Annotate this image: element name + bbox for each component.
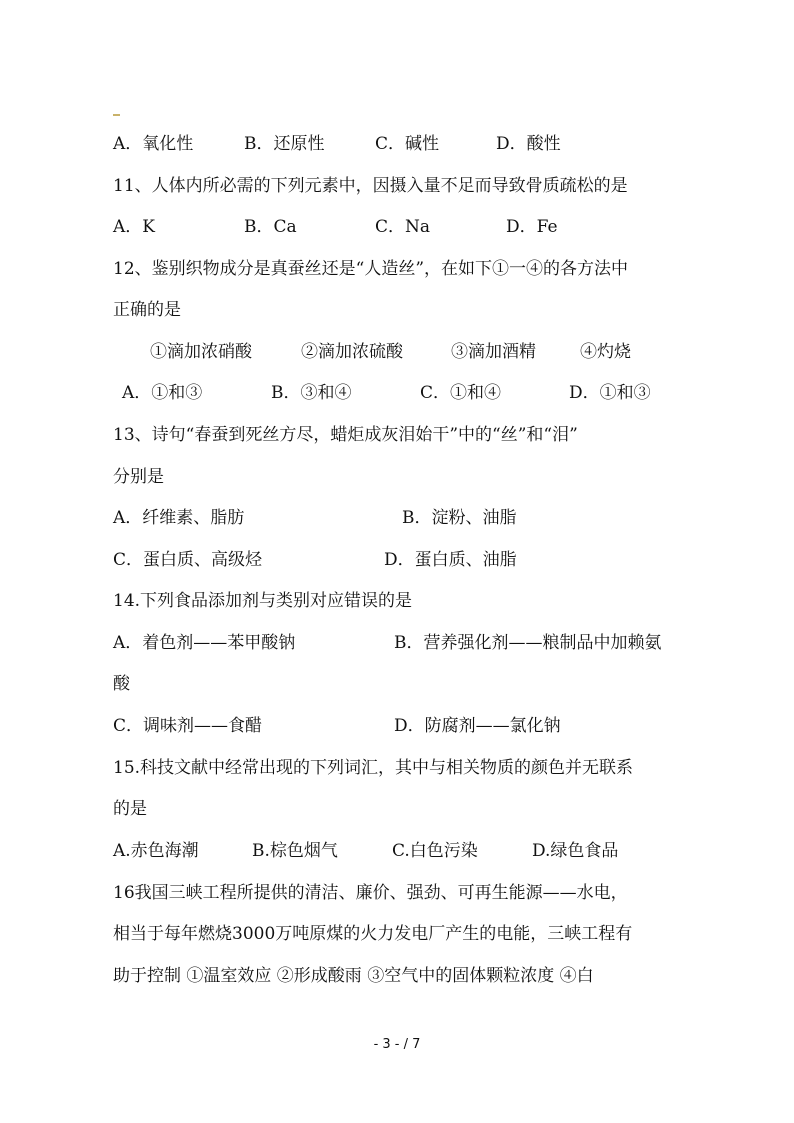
q13-option-d: D．蛋白质、油脂	[384, 550, 517, 570]
q14-option-b: B．营养强化剂——粮制品中加赖氨	[394, 633, 662, 653]
question-16-line1: 16我国三峡工程所提供的清洁、廉价、强劲、可再生能源——水电，	[113, 883, 628, 903]
q12-option-c: C．①和④	[420, 383, 502, 403]
q11-option-b: B．Ca	[244, 217, 297, 237]
q11-option-d: D．Fe	[506, 217, 558, 237]
q15-option-c: C.白色污染	[392, 841, 478, 861]
q12-option-b: B．③和④	[271, 383, 352, 403]
option-b: B．还原性	[244, 134, 325, 154]
option-c: C．碱性	[375, 134, 440, 154]
q14-option-d: D．防腐剂——氯化钠	[394, 716, 561, 736]
question-13-stem-line1: 13、诗句“春蚕到死丝方尽，蜡炬成灰泪始干”中的“丝”和“泪”	[113, 425, 578, 445]
question-16-line2: 相当于每年燃烧3000万吨原煤的火力发电厂产生的电能，三峡工程有	[113, 924, 633, 944]
header-mark	[113, 114, 120, 116]
question-14-stem: 14.下列食品添加剂与类别对应错误的是	[113, 591, 413, 611]
q13-option-b: B．淀粉、油脂	[402, 508, 517, 528]
option-d: D．酸性	[496, 134, 561, 154]
question-15-stem-line2: 的是	[113, 799, 147, 819]
question-13-stem-line2: 分别是	[113, 467, 164, 487]
q12-option-a: A．①和③	[122, 383, 203, 403]
q12-method-2: ②滴加浓硫酸	[301, 342, 403, 362]
question-12-stem-line2: 正确的是	[113, 300, 181, 320]
q13-option-a: A．纤维素、脂肪	[113, 508, 245, 528]
q12-method-3: ③滴加酒精	[451, 342, 536, 362]
question-12-stem-line1: 12、鉴别织物成分是真蚕丝还是“人造丝”，在如下①一④的各方法中	[113, 259, 629, 279]
page-number: - 3 - / 7	[373, 1037, 421, 1052]
question-11-stem: 11、人体内所必需的下列元素中，因摄入量不足而导致骨质疏松的是	[113, 176, 628, 196]
q14-option-a: A．着色剂——苯甲酸钠	[113, 633, 296, 653]
q12-option-d: D．①和③	[569, 383, 651, 403]
q11-option-c: C．Na	[375, 217, 431, 237]
q14-option-c: C．调味剂——食醋	[113, 716, 263, 736]
question-16-line3: 助于控制 ①温室效应 ②形成酸雨 ③空气中的固体颗粒浓度 ④白	[113, 966, 594, 986]
q15-option-a: A.赤色海潮	[113, 841, 199, 861]
q13-option-c: C．蛋白质、高级烃	[113, 550, 263, 570]
q11-option-a: A．K	[113, 217, 155, 237]
q12-method-1: ①滴加浓硝酸	[150, 342, 252, 362]
q14-option-b-continued: 酸	[113, 674, 130, 694]
question-15-stem-line1: 15.科技文献中经常出现的下列词汇，其中与相关物质的颜色并无联系	[113, 758, 634, 778]
option-a: A．氧化性	[113, 134, 194, 154]
q15-option-b: B.棕色烟气	[252, 841, 338, 861]
q12-method-4: ④灼烧	[580, 342, 631, 362]
q15-option-d: D.绿色食品	[532, 841, 619, 861]
